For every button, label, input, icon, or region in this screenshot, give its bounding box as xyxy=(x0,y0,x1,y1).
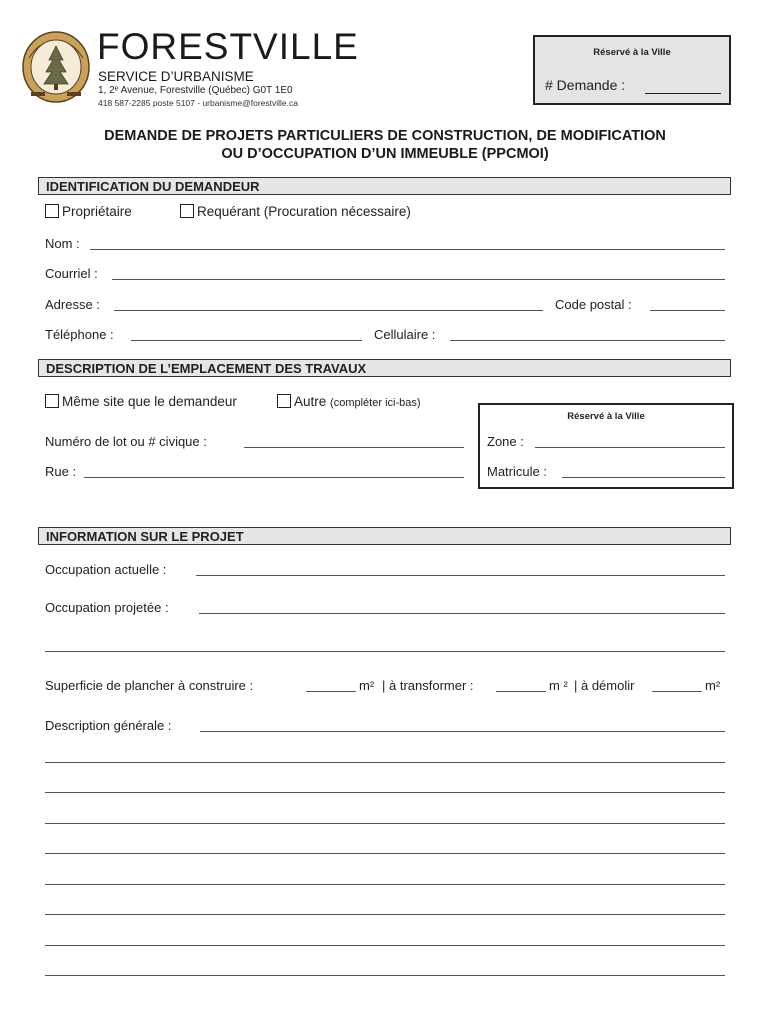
reserved-title: Réservé à la Ville xyxy=(567,411,645,422)
code-postal-field[interactable] xyxy=(650,310,725,311)
option-requerant[interactable] xyxy=(180,204,411,219)
description-line[interactable] xyxy=(45,975,725,976)
form-title-line1: DEMANDE DE PROJETS PARTICULIERS DE CONSTRUCTION, DE MODIFICATION xyxy=(104,128,666,144)
superficie-transformer-field[interactable] xyxy=(496,691,546,692)
brand-contact: 418 587-2285 poste 5107 - urbanisme@forestville.ca xyxy=(98,98,298,108)
adresse-label: Adresse : xyxy=(45,297,100,312)
option-autre[interactable] xyxy=(277,394,421,409)
description-field[interactable] xyxy=(200,731,725,732)
checkbox[interactable] xyxy=(180,204,194,218)
matricule-label: Matricule : xyxy=(487,464,547,479)
option-note: (compléter ici-bas) xyxy=(330,397,421,409)
rue-label: Rue : xyxy=(45,464,77,479)
nom-label: Nom : xyxy=(45,236,80,251)
reserved-box-top xyxy=(533,35,731,105)
brand-name: FORESTVILLE xyxy=(97,26,359,67)
section-heading-emplacement: DESCRIPTION DE L’EMPLACEMENT DES TRAVAUX xyxy=(38,359,731,377)
unit-m2: m² xyxy=(705,678,721,693)
description-line[interactable] xyxy=(45,762,725,763)
description-line[interactable] xyxy=(45,884,725,885)
rue-field[interactable] xyxy=(84,477,464,478)
transformer-label: | à transformer : xyxy=(382,678,474,693)
section-heading-identification: IDENTIFICATION DU DEMANDEUR xyxy=(38,177,731,195)
option-label: Autre xyxy=(294,394,327,409)
zone-field[interactable] xyxy=(535,447,725,448)
option-label: Même site que le demandeur xyxy=(62,394,237,409)
superficie-demolir-field[interactable] xyxy=(652,691,702,692)
nom-field[interactable] xyxy=(90,249,725,250)
zone-label: Zone : xyxy=(487,434,524,449)
courriel-label: Courriel : xyxy=(45,266,98,281)
occupation-projetee-field-cont[interactable] xyxy=(45,651,725,652)
unit-m2: m² xyxy=(359,678,375,693)
form-title xyxy=(40,127,730,163)
checkbox[interactable] xyxy=(277,394,291,408)
telephone-label: Téléphone : xyxy=(45,327,114,342)
service-name: SERVICE D’URBANISME xyxy=(98,69,254,84)
option-label: Requérant (Procuration nécessaire) xyxy=(197,204,411,219)
demande-field[interactable] xyxy=(645,93,721,94)
superficie-construire-field[interactable] xyxy=(306,691,356,692)
description-line[interactable] xyxy=(45,853,725,854)
telephone-field[interactable] xyxy=(131,340,362,341)
numero-lot-label: Numéro de lot ou # civique : xyxy=(45,434,207,449)
numero-lot-field[interactable] xyxy=(244,447,464,448)
reserved-title: Réservé à la Ville xyxy=(593,47,671,58)
demande-label: # Demande : xyxy=(545,77,626,93)
cellulaire-field[interactable] xyxy=(450,340,725,341)
option-proprietaire[interactable] xyxy=(45,204,132,219)
cellulaire-label: Cellulaire : xyxy=(374,327,436,342)
occupation-actuelle-field[interactable] xyxy=(196,575,725,576)
option-meme-site[interactable] xyxy=(45,394,237,409)
demolir-label: | à démolir xyxy=(574,678,635,693)
occupation-actuelle-label: Occupation actuelle : xyxy=(45,562,167,577)
occupation-projetee-label: Occupation projetée : xyxy=(45,600,169,615)
matricule-field[interactable] xyxy=(562,477,725,478)
unit-m2: m ² xyxy=(549,678,568,693)
courriel-field[interactable] xyxy=(112,279,725,280)
occupation-projetee-field[interactable] xyxy=(199,613,725,614)
adresse-field[interactable] xyxy=(114,310,543,311)
description-line[interactable] xyxy=(45,945,725,946)
form-title-line2: OU D’OCCUPATION D’UN IMMEUBLE (PPCMOI) xyxy=(221,146,549,162)
description-line[interactable] xyxy=(45,792,725,793)
description-line[interactable] xyxy=(45,914,725,915)
section-heading-projet: INFORMATION SUR LE PROJET xyxy=(38,527,731,545)
brand-address: 1, 2ᵉ Avenue, Forestville (Québec) G0T 1E0 xyxy=(98,85,293,96)
checkbox[interactable] xyxy=(45,204,59,218)
code-postal-label: Code postal : xyxy=(555,297,632,312)
description-label: Description générale : xyxy=(45,718,172,733)
checkbox[interactable] xyxy=(45,394,59,408)
description-line[interactable] xyxy=(45,823,725,824)
option-label: Propriétaire xyxy=(62,204,132,219)
city-seal-icon xyxy=(21,30,91,104)
superficie-label: Superficie de plancher à construire : xyxy=(45,678,254,693)
